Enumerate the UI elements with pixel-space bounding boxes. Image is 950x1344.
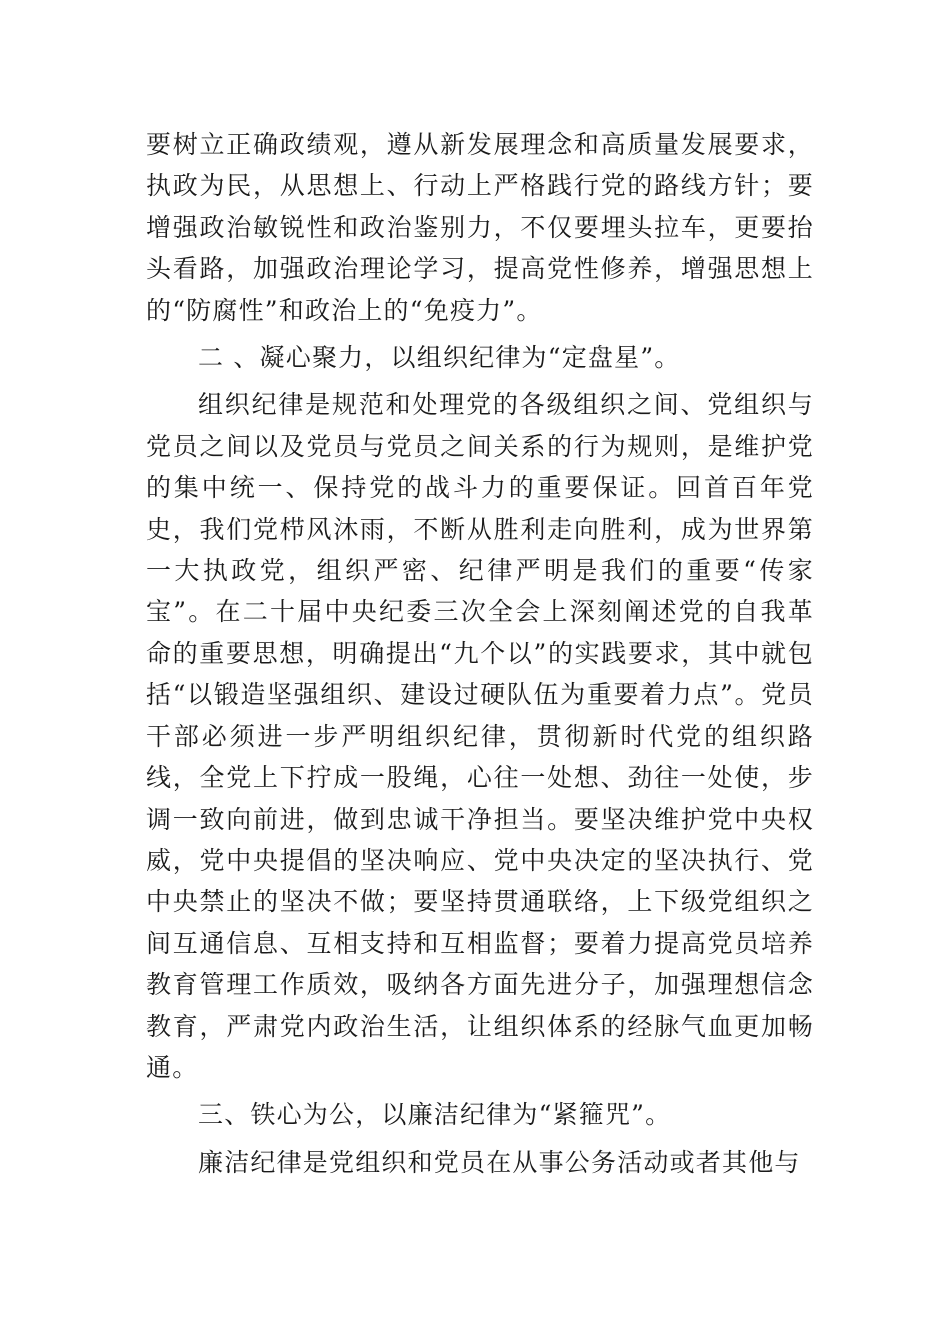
- paragraph-political-discipline-continued: 要树立正确政绩观，遵从新发展理念和高质量发展要求，执政为民，从思想上、行动上严格践行党的路线方针；要增强政治敏锐性和政治鉴别力，不仅要埋头拉车，更要抬头看路，加强政治理论学习，提高党性修养，增强思想上的“防腐性”和政治上的“免疫力”。: [146, 130, 814, 325]
- section-heading-organizational-discipline: 二 、凝心聚力，以组织纪律为“定盘星”。: [198, 343, 681, 373]
- paragraph-organizational-discipline: 组织纪律是规范和处理党的各级组织之间、党组织与党员之间以及党员与党员之间关系的行为规则，是维护党的集中统一、保持党的战斗力的重要保证。回首百年党史，我们党栉风沐雨，不断从胜利走向胜利，成为世界第一大执政党，组织严密、纪律严明是我们的重要“传家宝”。在二十届中央纪委三次全会上深刻阐述党的自我革命的重要思想，明确提出“九个以”的实践要求，其中就包括“以锻造坚强组织、建设过硬队伍为重要着力点”。党员干部必须进一步严明组织纪律，贯彻新时代党的组织路线，全党上下拧成一股绳，心往一处想、劲往一处使，步调一致向前进，做到忠诚干净担当。要坚决维护党中央权威，党中央提倡的坚决响应、党中央决定的坚决执行、党中央禁止的坚决不做；要坚持贯通联络，上下级党组织之间互通信息、互相支持和互相监督；要着力提高党员培养教育管理工作质效，吸纳各方面先进分子，加强理想信念教育，严肃党内政治生活，让组织体系的经脉气血更加畅通。: [146, 390, 814, 1082]
- document-body: [146, 124, 814, 1183]
- paragraph-integrity-discipline: 廉洁纪律是党组织和党员在从事公务活动或者其他与: [198, 1147, 801, 1177]
- section-heading-integrity-discipline: 三、铁心为公，以廉洁纪律为“紧箍咒”。: [198, 1100, 672, 1130]
